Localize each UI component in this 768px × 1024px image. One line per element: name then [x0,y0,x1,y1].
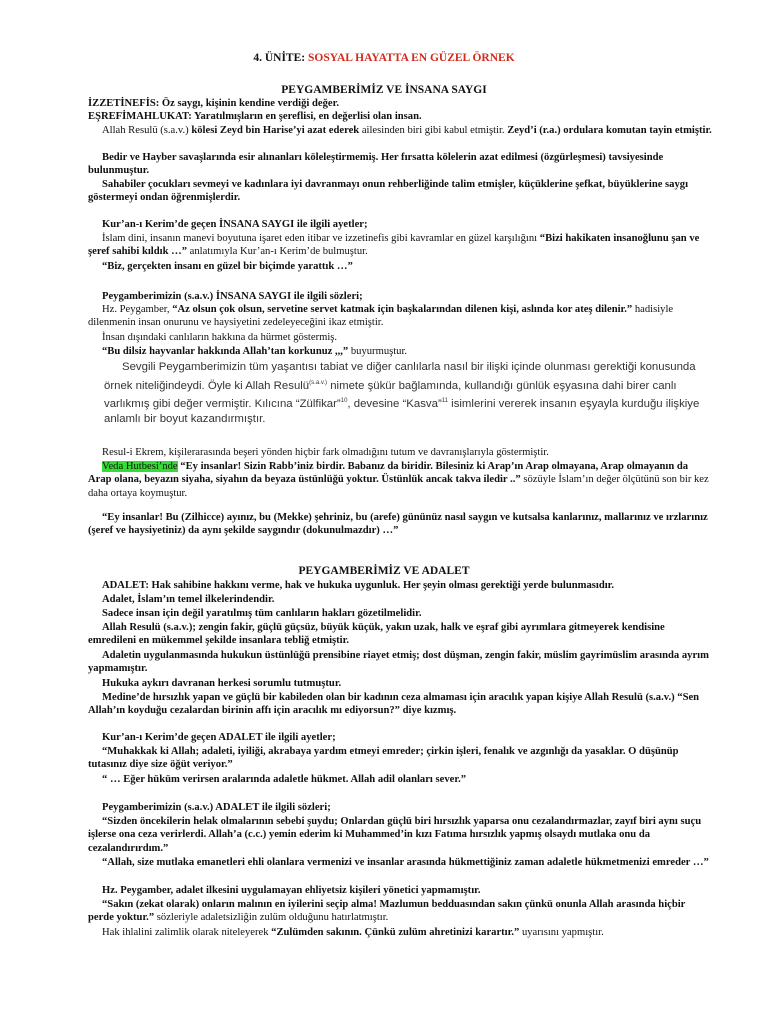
paragraph-sahabiler: Sahabiler çocukları sevmeyi ve kadınlara iyi davranmayı onun rehberliğinde talim etmişler, küçüklerine şefkat, büyüklerine saygı göstermeyi ondan öğrenmişlerdir. [88,179,689,204]
veda-highlight: Veda Hutbesi’nde [102,461,178,472]
ayet-adalet-2: “ … Eğer hüküm verirsen aralarında adaletle hükmet. Allah adil olanları sever.” [102,774,467,785]
paragraph-sadece: Sadece insan için değil yaratılmış tüm canlıların hakları gözetilmelidir. [102,608,422,619]
hadis-heading-saygi: Peygamberimizin (s.a.v.) İNSANA SAYGI ile ilgili sözleri; [102,291,363,302]
hadis-adalet-5: Hak ihlalini zalimlik olarak niteleyerek “Zulümden sakının. Çünkü zulüm ahretinizi karartır.” uyarısını yapmıştır. [102,927,604,938]
hadis-adalet-3: Hz. Peygamber, adalet ilkesini uygulamayan ehliyetsiz kişileri yönetici yapmamıştır. [102,885,481,896]
def-esrefimahlukat: EŞREFİMAHLUKAT: Yaratılmışların en şereflisi, en değerlisi olan insan. [88,111,422,122]
ayet-heading-adalet: Kur’an-ı Kerim’de geçen ADALET ile ilgili ayetler; [102,732,336,743]
paragraph-zeyd: Allah Resulü (s.a.v.) kölesi Zeyd bin Harise’yi azat ederek ailesinden biri gibi kabul etmiştir. Zeyd’i (r.a.) ordulara komutan tayin etmiştir. [102,125,712,136]
paragraph-bedir: Bedir ve Hayber savaşlarında esir alınanları köleleştirmemiş. Her fırsatta kölelerin azat edilmesi (özgürleşmesi) tavsiyesinde bulunmuştur. [88,152,664,177]
section-heading-saygi: PEYGAMBERİMİZ VE İNSANA SAYGI [281,84,487,96]
ayet-saygi-1: İslam dini, insanın manevi boyutuna işaret eden itibar ve izzetinefis gibi kavramlar en güzel karşılığını “Bizi hakikaten insanoğlunu şan ve şeref sahibi kıldık …” anlatımıyla Kur’an-ı Kerim’de bulmuştur. [88,233,700,258]
def-adalet: ADALET: Hak sahibine hakkını verme, hak ve hukuka uygunluk. Her şeyin olması gerektiği yerde bulunmasıdır. [102,580,615,591]
ayet-adalet-1: “Muhakkak ki Allah; adaleti, iyiliği, akrabaya yardım etmeyi emreder; çirkin işleri, fenalık ve azgınlığı da yasaklar. O düşünüp tutasınız diye size öğüt veriyor.” [88,746,679,771]
hadis-saygi-3: “Bu dilsiz hayvanlar hakkında Allah’tan korkunuz ,,,” buyurmuştur. [102,346,408,357]
unit-title [0,52,768,64]
ayet-heading-saygi: Kur’an-ı Kerim’de geçen İNSANA SAYGI ile ilgili ayetler; [102,219,368,230]
paragraph-hukuka: Hukuka aykırı davranan herkesi sorumlu tutmuştur. [102,678,342,689]
hadis-saygi-1: Hz. Peygamber, “Az olsun çok olsun, servetine servet katmak için başkalarından dilenen kişi, aslında kor ateş dilenir.” hadisiyle dilenmenin insan onurunu ve haysiyetini zedeleyeceğini ikaz etmiştir. [88,304,674,329]
unit-name: SOSYAL HAYATTA EN GÜZEL ÖRNEK [307,52,515,64]
ayet-saygi-2: “Biz, gerçekten insanı en güzel bir biçimde yarattık …” [102,261,353,272]
def-izzetinefis: İZZETİNEFİS: Öz saygı, kişinin kendine verdiği değer. [88,98,339,109]
hadis-heading-adalet: Peygamberimizin (s.a.v.) ADALET ile ilgili sözleri; [102,802,331,813]
scanned-excerpt: Sevgili Peygamberimizin tüm yaşantısı tabiat ve diğer canlılarla nasıl bir ilişki içinde olunması gerektiği konusunda örnek niteliğindeydi. Öyle ki Allah Resulü$^{(s.a.v.)}$ nimete şükür bağlamında, kullandığı günlük eşyasına dahi birer canlı varlıkmış gibi değer vermiştir. Kılıcına “Zülfikar”$^{10}$, devesine “Kasva”$^{11}$ isimlerini vererek insanın eşyayla kurduğu ilişkiye anlamlı bir boyut kazandırmıştır. [104,361,700,426]
paragraph-allah-resulu: Allah Resulü (s.a.v.); zengin fakir, güçlü güçsüz, büyük küçük, yakın uzak, halk ve eşraf gibi ayrımlara gitmeyerek kendisine emredileni en mükemmel şekilde insanlara tebliğ etmiştir. [88,622,665,647]
unit-number: 4. ÜNİTE: [253,52,306,64]
paragraph-medine: Medine’de hırsızlık yapan ve güçlü bir kabileden olan bir kadının ceza almaması için aracılık yapan kişiye Allah Resulü (s.a.v.) “Sen Allah’ın koyduğu cezalardan birinin affı için aracılık mı ediyorsun?” diye kızmış. [88,692,700,717]
paragraph-resul: Resul-i Ekrem, kişilerarasında beşeri yönden hiçbir fark olmadığını tutum ve davranışlarıyla göstermiştir. [102,447,549,458]
hadis-saygi-2: İnsan dışındaki canlıların hakkına da hürmet göstermiş. [102,332,338,343]
hadis-adalet-2: “Allah, size mutlaka emanetleri ehli olanlara vermenizi ve insanlar arasında hükmettiğiniz zaman adaletle hükmetmenizi emreder …” [102,857,709,868]
hadis-adalet-4: “Sakın (zekat olarak) onların malının en iyilerini seçip alma! Mazlumun bedduasından sakın çünkü onunla Allah arasında hiçbir perde yoktur.” sözleriyle adaletsizliğin zulüm olduğunu hatırlatmıştır. [88,899,686,924]
section-heading-adalet: PEYGAMBERİMİZ VE ADALET [298,565,470,577]
paragraph-temel: Adalet, İslam’ın temel ilkelerindendir. [102,594,275,605]
hadis-adalet-1: “Sizden öncekilerin helak olmalarının sebebi şuydu; Onlardan güçlü biri hırsızlık yaparsa onu cezalandırmazlar, zayıf biri aynı suçu işlerse ona ceza verirlerdi. Allah’a (c.c.) yemin ederim ki Muhammed’in kızı Fatıma hırsızlık yapmış olsaydı mutlaka onu da cezalandırırdım.” [88,816,702,854]
paragraph-ey-insanlar: “Ey insanlar! Bu (Zilhicce) ayınız, bu (Mekke) şehriniz, bu (arefe) gününüz nasıl saygın ve kutsalsa kanlarınız, mallarınız ve ırzlarınız (şeref ve haysiyetiniz) da aynı şekilde saygındır (dokunulmazdır) …” [88,512,708,537]
paragraph-uygulama: Adaletin uygulanmasında hukukun üstünlüğü prensibine riayet etmiş; dost düşman, zengin fakir, müslim gayrimüslim arasında ayrım yapmamıştır. [88,650,709,675]
paragraph-veda: Veda Hutbesi’nde “Ey insanlar! Sizin Rabb’iniz birdir. Babanız da biridir. Bilesiniz ki Arap’ın Arap olmayana, Arap olmayanın da Arap olana, beyazın siyaha, siyahın da beyaza üstünlüğü yoktur. Üstünlük ancak takva iledir ..” sözüyle İslam’ın değer ölçütünü son bir kez daha ortaya koymuştur. [88,461,709,499]
